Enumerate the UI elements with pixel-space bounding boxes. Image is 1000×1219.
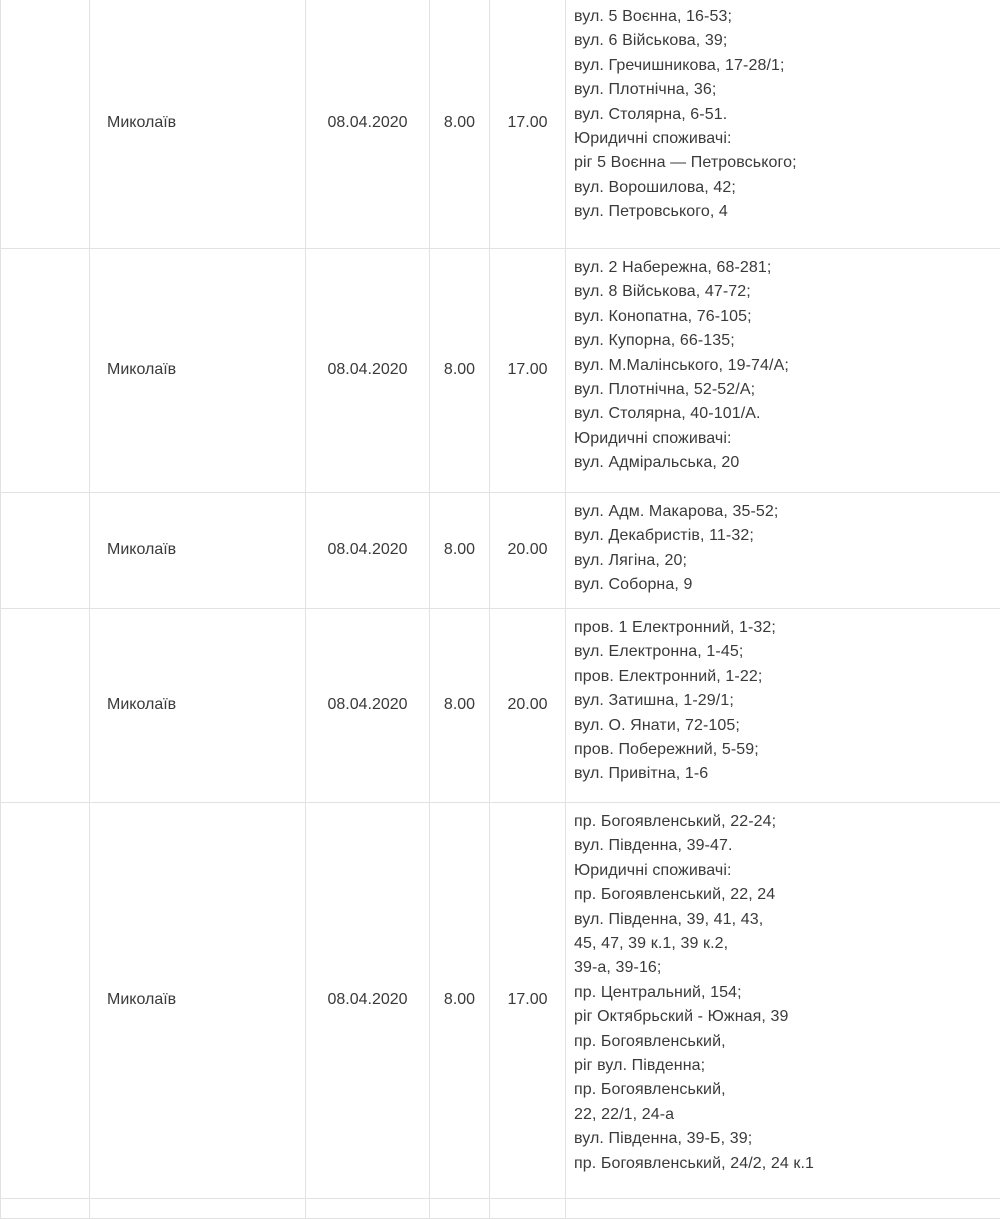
start-time-cell bbox=[430, 1199, 490, 1219]
end-time-cell bbox=[490, 1199, 566, 1219]
date-cell bbox=[306, 1199, 430, 1219]
address-line: ріг вул. Південна; bbox=[574, 1054, 1000, 1078]
address-line: вул. Південна, 39-Б, 39; bbox=[574, 1127, 1000, 1151]
addresses-cell bbox=[566, 803, 1000, 1199]
table-row bbox=[1, 609, 1000, 803]
city-cell: Миколаїв bbox=[90, 493, 306, 609]
row-edge-cell bbox=[1, 493, 90, 609]
addresses-cell bbox=[566, 493, 1000, 609]
address-line: вул. Соборна, 9 bbox=[574, 573, 1000, 597]
address-line: вул. Конопатна, 76-105; bbox=[574, 305, 1000, 329]
address-line: вул. Південна, 39-47. bbox=[574, 834, 1000, 858]
start-time-cell: 8.00 bbox=[430, 609, 490, 803]
row-edge-cell bbox=[1, 803, 90, 1199]
address-line: вул. Плотнічна, 36; bbox=[574, 78, 1000, 102]
start-time-cell: 8.00 bbox=[430, 0, 490, 249]
city-cell: Миколаїв bbox=[90, 803, 306, 1199]
address-line: ріг Октябрьский - Южная, 39 bbox=[574, 1005, 1000, 1029]
address-line: вул. Адміральська, 20 bbox=[574, 451, 1000, 475]
address-line: вул. 8 Військова, 47-72; bbox=[574, 280, 1000, 304]
end-time-cell: 17.00 bbox=[490, 249, 566, 493]
address-line: вул. Гречишникова, 17-28/1; bbox=[574, 54, 1000, 78]
table-body bbox=[1, 0, 1000, 1219]
table-row-partial bbox=[1, 1199, 1000, 1219]
start-time-cell: 8.00 bbox=[430, 493, 490, 609]
end-time-cell: 20.00 bbox=[490, 493, 566, 609]
address-line: пр. Богоявленський, bbox=[574, 1030, 1000, 1054]
address-line: пр. Богоявленський, 24/2, 24 к.1 bbox=[574, 1152, 1000, 1176]
address-line: пр. Богоявленський, bbox=[574, 1078, 1000, 1102]
date-cell: 08.04.2020 bbox=[306, 249, 430, 493]
address-line: пров. Побережний, 5-59; bbox=[574, 738, 1000, 762]
address-line: ріг 5 Воєнна — Петровського; bbox=[574, 151, 1000, 175]
date-cell: 08.04.2020 bbox=[306, 0, 430, 249]
address-line: 45, 47, 39 к.1, 39 к.2, bbox=[574, 932, 1000, 956]
table-row bbox=[1, 493, 1000, 609]
row-edge-cell bbox=[1, 1199, 90, 1219]
address-line: пр. Центральний, 154; bbox=[574, 981, 1000, 1005]
city-cell: Миколаїв bbox=[90, 0, 306, 249]
address-line: пров. Електронний, 1-22; bbox=[574, 665, 1000, 689]
address-line: вул. Адм. Макарова, 35-52; bbox=[574, 500, 1000, 524]
addresses-cell bbox=[566, 1199, 1000, 1219]
address-line: 39-а, 39-16; bbox=[574, 956, 1000, 980]
table-row bbox=[1, 803, 1000, 1199]
address-line: пр. Богоявленський, 22, 24 bbox=[574, 883, 1000, 907]
address-line: вул. Декабристів, 11-32; bbox=[574, 524, 1000, 548]
start-time-cell: 8.00 bbox=[430, 249, 490, 493]
address-line: Юридичні споживачі: bbox=[574, 127, 1000, 151]
address-line: вул. О. Янати, 72-105; bbox=[574, 714, 1000, 738]
address-line: вул. Лягіна, 20; bbox=[574, 549, 1000, 573]
address-line: вул. М.Малінського, 19-74/А; bbox=[574, 354, 1000, 378]
address-line: вул. 2 Набережна, 68-281; bbox=[574, 256, 1000, 280]
address-line: вул. 5 Воєнна, 16-53; bbox=[574, 5, 1000, 29]
address-line: вул. Купорна, 66-135; bbox=[574, 329, 1000, 353]
address-line: вул. Електронна, 1-45; bbox=[574, 640, 1000, 664]
address-line: вул. Плотнічна, 52-52/А; bbox=[574, 378, 1000, 402]
address-line: вул. Південна, 39, 41, 43, bbox=[574, 908, 1000, 932]
date-cell: 08.04.2020 bbox=[306, 609, 430, 803]
address-line: вул. Ворошилова, 42; bbox=[574, 176, 1000, 200]
address-line: вул. 6 Військова, 39; bbox=[574, 29, 1000, 53]
address-line: Юридичні споживачі: bbox=[574, 859, 1000, 883]
address-line: вул. Привітна, 1-6 bbox=[574, 762, 1000, 786]
address-line: вул. Затишна, 1-29/1; bbox=[574, 689, 1000, 713]
end-time-cell: 17.00 bbox=[490, 803, 566, 1199]
row-edge-cell bbox=[1, 249, 90, 493]
addresses-cell bbox=[566, 249, 1000, 493]
city-cell bbox=[90, 1199, 306, 1219]
address-line: вул. Столярна, 6-51. bbox=[574, 103, 1000, 127]
date-cell: 08.04.2020 bbox=[306, 803, 430, 1199]
addresses-cell bbox=[566, 0, 1000, 249]
address-line: Юридичні споживачі: bbox=[574, 427, 1000, 451]
addresses-cell bbox=[566, 609, 1000, 803]
address-line: пров. 1 Електронний, 1-32; bbox=[574, 616, 1000, 640]
start-time-cell: 8.00 bbox=[430, 803, 490, 1199]
date-cell: 08.04.2020 bbox=[306, 493, 430, 609]
address-line: 22, 22/1, 24-а bbox=[574, 1103, 1000, 1127]
address-line: вул. Столярна, 40-101/А. bbox=[574, 402, 1000, 426]
table-row bbox=[1, 0, 1000, 249]
table-row bbox=[1, 249, 1000, 493]
row-edge-cell bbox=[1, 609, 90, 803]
row-edge-cell bbox=[1, 0, 90, 249]
city-cell: Миколаїв bbox=[90, 609, 306, 803]
end-time-cell: 17.00 bbox=[490, 0, 566, 249]
city-cell: Миколаїв bbox=[90, 249, 306, 493]
end-time-cell: 20.00 bbox=[490, 609, 566, 803]
address-line: вул. Петровського, 4 bbox=[574, 200, 1000, 224]
address-line: пр. Богоявленський, 22-24; bbox=[574, 810, 1000, 834]
